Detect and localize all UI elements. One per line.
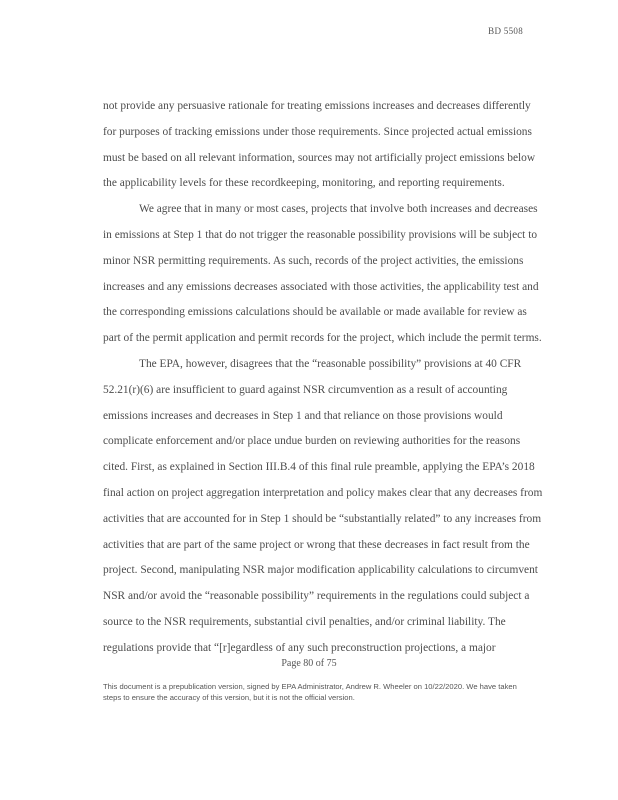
body-text bbox=[103, 94, 543, 662]
paragraph-reasonable-possibility: The EPA, however, disagrees that the “reasonable possibility” provisions at 40 CFR 52.21(r)(6) are insufficient to guard against NSR circumvention as a result of accounting emissions increases and decreases in Step 1 and that reliance on those provisions would complicate enforcement and/or place undue burden on reviewing authorities for the reasons cited. First, as explained in Section III.B.4 of this final rule preamble, applying the EPA’s 2018 final action on project aggregation interpretation and policy makes clear that any decreases from activities that are accounted for in Step 1 should be “substantially related” to any increases from activities that are part of the same project or wrong that these decreases in fact result from the project. Second, manipulating NSR major modification applicability calculations to circumvent NSR and/or avoid the “reasonable possibility” requirements in the regulations could subject a source to the NSR requirements, substantial civil penalties, and/or criminal liability. The regulations provide that “[r]egardless of any such preconstruction projections, a major bbox=[103, 357, 543, 654]
document-number: BD 5508 bbox=[488, 26, 523, 36]
page-number: Page 80 of 75 bbox=[281, 658, 337, 669]
paragraph-continuation: not provide any persuasive rationale for treating emissions increases and decreases differently for purposes of tracking emissions under those requirements. Since projected actual emissions must be based on all relevant information, sources may not artificially project emissions below the applicability levels for these recordkeeping, monitoring, and reporting requirements. bbox=[103, 100, 536, 190]
paragraph-minor-nsr: We agree that in many or most cases, projects that involve both increases and decreases in emissions at Step 1 that do not trigger the reasonable possibility provisions will be subject to minor NSR permitting requirements. As such, records of the project activities, the emissions increases and any emissions decreases associated with those activities, the applicability test and the corresponding emissions calculations should be available or made available for review as part of the permit application and permit records for the project, which include the permit terms. bbox=[103, 203, 542, 345]
prepublication-disclaimer: This document is a prepublication version, signed by EPA Administrator, Andrew R. Wheeler on 10/22/2020. We have taken steps to ensure the accuracy of this version, but it is not the official version. bbox=[103, 682, 517, 702]
